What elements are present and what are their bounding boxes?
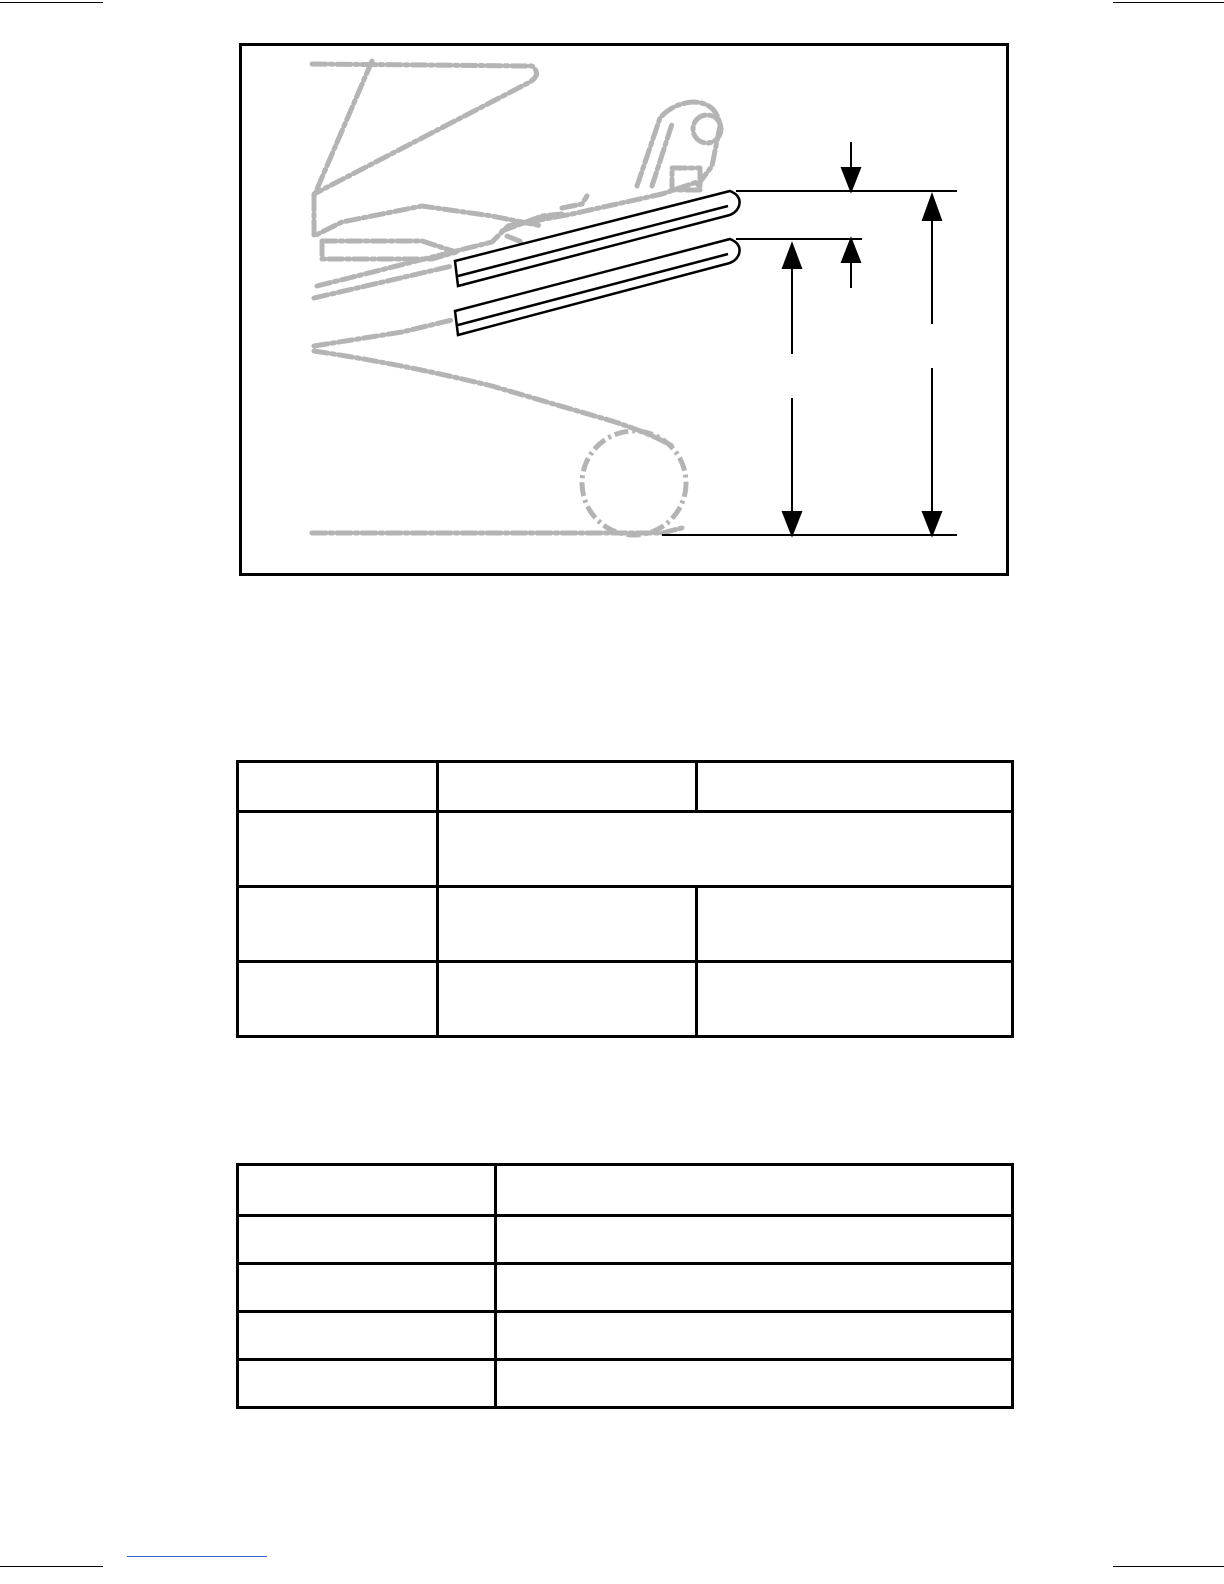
footer-rule-right: [1113, 1566, 1224, 1567]
table-cell: [239, 888, 436, 960]
figure-drawing: [242, 46, 1006, 573]
table-cell: [239, 1217, 494, 1262]
table-cell: [239, 963, 436, 1035]
table-cell: [239, 813, 436, 885]
table-cell: [497, 1361, 1011, 1406]
footer-link-underline[interactable]: [127, 1556, 267, 1557]
spec-table-2: [236, 1163, 1014, 1409]
header-rule-right: [1113, 2, 1224, 3]
table-cell: [239, 1313, 494, 1358]
table-cell: [439, 888, 695, 960]
table-cell: [239, 1166, 494, 1214]
table-cell: [497, 1217, 1011, 1262]
table-cell: [439, 813, 1011, 885]
table-cell: [698, 963, 1011, 1035]
table-cell: [239, 1361, 494, 1406]
table-cell: [439, 963, 695, 1035]
bumper-dimension-figure: [239, 43, 1009, 576]
table-cell: [239, 763, 436, 810]
table-cell: [497, 1313, 1011, 1358]
table-cell: [439, 763, 695, 810]
spec-table-1: [236, 760, 1014, 1038]
table-cell: [497, 1265, 1011, 1310]
table-cell: [497, 1166, 1011, 1214]
table-cell: [698, 763, 1011, 810]
wheel-outline-icon: [582, 431, 686, 535]
table-cell: [698, 888, 1011, 960]
footer-rule-left: [0, 1566, 103, 1567]
header-rule-left: [0, 2, 103, 3]
table-cell: [239, 1265, 494, 1310]
